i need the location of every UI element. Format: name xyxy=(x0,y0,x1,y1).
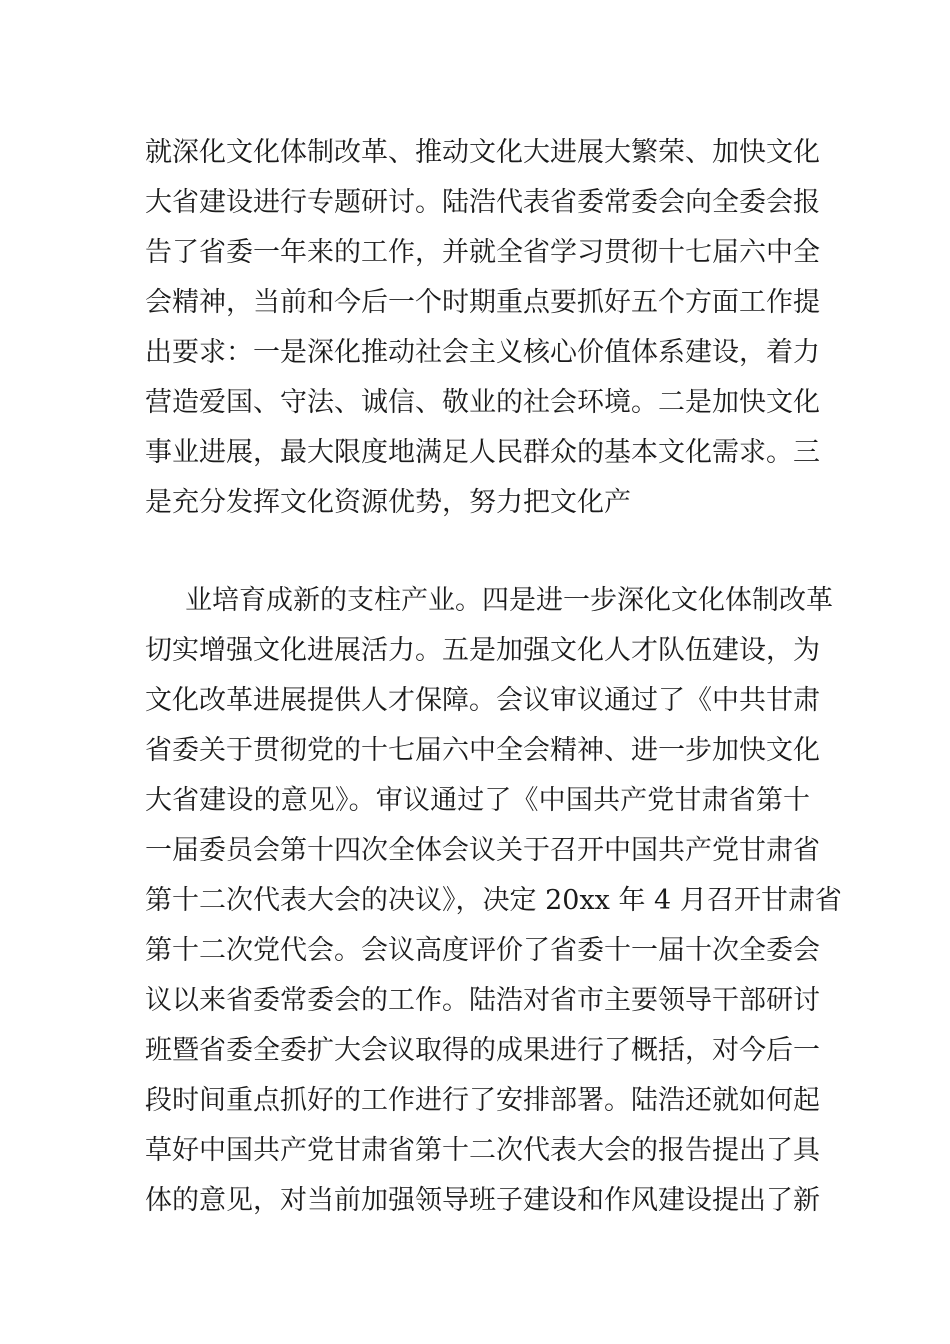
paragraph-line: 体的意见，对当前加强领导班子建设和作风建设提出了新 xyxy=(145,1185,820,1216)
paragraph-line: 草好中国共产党甘肃省第十二次代表大会的报告提出了具 xyxy=(145,1135,820,1166)
paragraph-line: 段时间重点抓好的工作进行了安排部署。陆浩还就如何起 xyxy=(145,1085,820,1116)
paragraph-line: 切实增强文化进展活力。五是加强文化人才队伍建设，为 xyxy=(145,635,820,666)
paragraph-line: 会精神，当前和今后一个时期重点要抓好五个方面工作提 xyxy=(145,287,820,318)
paragraph-line: 第十二次党代会。会议高度评价了省委十一届十次全委会 xyxy=(145,935,820,966)
paragraph-line: 营造爱国、守法、诚信、敬业的社会环境。二是加快文化 xyxy=(145,387,820,418)
paragraph-line: 大省建设进行专题研讨。陆浩代表省委常委会向全委会报 xyxy=(145,187,820,218)
paragraph-line: 业培育成新的支柱产业。四是进一步深化文化体制改革 xyxy=(185,585,833,616)
paragraph-line: 第十二次代表大会的决议》，决定 20xx 年 4 月召开甘肃省 xyxy=(145,885,842,916)
paragraph-2 xyxy=(145,576,842,1226)
paragraph-line: 是充分发挥文化资源优势，努力把文化产 xyxy=(145,487,631,518)
paragraph-line: 一届委员会第十四次全体会议关于召开中国共产党甘肃省 xyxy=(145,835,820,866)
paragraph-line: 出要求：一是深化推动社会主义核心价值体系建设，着力 xyxy=(145,337,820,368)
paragraph-1 xyxy=(145,128,820,528)
paragraph-line: 事业进展，最大限度地满足人民群众的基本文化需求。三 xyxy=(145,437,820,468)
paragraph-line: 议以来省委常委会的工作。陆浩对省市主要领导干部研讨 xyxy=(145,985,820,1016)
paragraph-line: 班暨省委全委扩大会议取得的成果进行了概括，对今后一 xyxy=(145,1035,820,1066)
paragraph-line: 文化改革进展提供人才保障。会议审议通过了《中共甘肃 xyxy=(145,685,820,716)
paragraph-line: 省委关于贯彻党的十七届六中全会精神、进一步加快文化 xyxy=(145,735,820,766)
paragraph-line: 告了省委一年来的工作，并就全省学习贯彻十七届六中全 xyxy=(145,237,820,268)
paragraph-line: 大省建设的意见》。审议通过了《中国共产党甘肃省第十 xyxy=(145,785,810,816)
paragraph-line: 就深化文化体制改革、推动文化大进展大繁荣、加快文化 xyxy=(145,137,820,168)
